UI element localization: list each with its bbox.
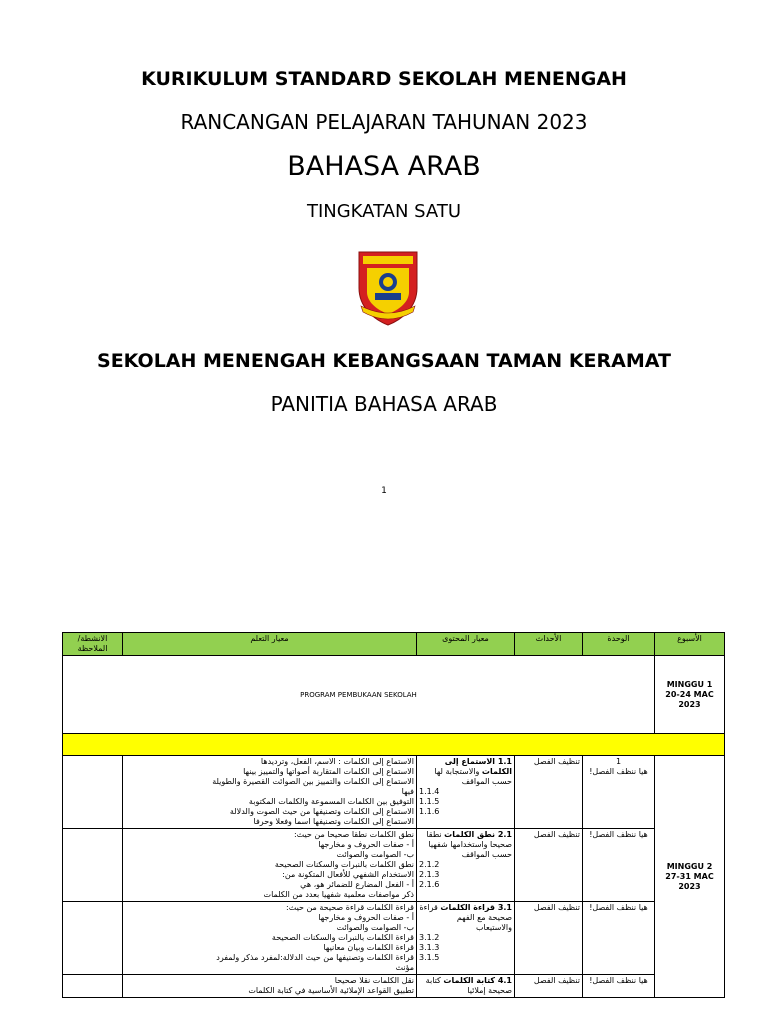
week-cell <box>655 756 725 998</box>
panel-name: PANITIA BAHASA ARAB <box>270 392 498 416</box>
unit-number: 1 <box>615 757 622 766</box>
learning-item: أ - صفات الحروف و مخارجها <box>318 913 414 922</box>
school-name: SEKOLAH MENENGAH KEBANGSAAN TAMAN KERAMAT <box>97 350 671 372</box>
learning-cell <box>123 975 417 998</box>
notes-cell <box>63 829 123 902</box>
learning-cell <box>123 902 417 975</box>
learning-item: نقل الكلمات نقلا صحيحا <box>334 976 414 985</box>
learning-item: قراءة الكلمات قراءة صحيحة من حيث: <box>286 903 414 912</box>
code-item: 3.1.2 <box>419 933 440 942</box>
table-row <box>63 975 725 998</box>
week-dates: 20-24 MAC <box>665 689 714 699</box>
table-row <box>63 902 725 975</box>
learning-item: نطق الكلمات نطقا صحيحا من حيث: <box>293 830 414 839</box>
content-text: نطقا صحيحا واستخدامها شفهيا حسب المواقف <box>426 830 512 859</box>
code-item: 1.1.5 <box>419 797 440 806</box>
code-item: 2.1.6 <box>419 880 440 889</box>
content-title: 3.1 قراءة الكلمات <box>440 903 512 912</box>
notes-cell <box>63 975 123 998</box>
learning-item: قراءة الكلمات وبيان معانيها <box>323 943 414 952</box>
code-item: 3.1.5 <box>419 953 440 962</box>
content-cell <box>417 756 515 829</box>
learning-item: الاستخدام الشفهي للأفعال المتكونة من: <box>282 870 414 879</box>
header-event: الأحداث <box>515 633 583 656</box>
event-cell: تنظيف الفصل <box>515 756 583 829</box>
event-cell: تنظيف الفصل <box>515 829 583 902</box>
doc-title-subject: BAHASA ARAB <box>287 151 481 182</box>
learning-item: ب- الصوامت والصوائت <box>336 850 414 859</box>
learning-item: فيها <box>401 787 414 796</box>
week-label: MINGGU 2 <box>666 861 713 871</box>
content-text: كتابة صحيحة إملائيا <box>425 976 512 995</box>
learning-item: ب- الصوامت والصوائت <box>336 923 414 932</box>
header-unit: الوحدة <box>583 633 655 656</box>
week-label: MINGGU 1 <box>666 679 713 689</box>
code-item: 3.1.3 <box>419 943 440 952</box>
unit-cell <box>583 756 655 829</box>
school-crest-logo <box>355 248 421 326</box>
doc-title-form: TINGKATAN SATU <box>306 201 462 222</box>
learning-item: قراءة الكلمات وتصنيفها من حيث الدلالة:لمفرد مذكر ولمفرد <box>216 953 414 962</box>
learning-item: الاستماع إلى الكلمات وتصنيفها اسما وفعلا وحرفا <box>253 817 414 826</box>
learning-cell <box>123 756 417 829</box>
table-header-row <box>63 633 725 656</box>
highlight-bar <box>63 734 725 756</box>
program-cell: PROGRAM PEMBUKAAN SEKOLAH <box>63 656 655 734</box>
content-title: 2.1 نطق الكلمات <box>444 830 512 839</box>
learning-item: تطبيق القواعد الإملائية الأساسية في كتابة الكلمات <box>248 986 414 995</box>
week-year: 2023 <box>678 881 701 891</box>
table-row-highlight <box>63 734 725 756</box>
doc-title-plan: RANCANGAN PELAJARAN TAHUNAN 2023 <box>180 110 588 134</box>
header-learning-standard: معيار التعلم <box>123 633 417 656</box>
content-title: 1.1 الاستماع إلى الكلمات <box>444 757 512 776</box>
table-row <box>63 656 725 734</box>
table-row <box>63 829 725 902</box>
code-item: 1.1.4 <box>419 787 440 796</box>
doc-title-curriculum: KURIKULUM STANDARD SEKOLAH MENENGAH <box>141 68 627 90</box>
unit-cell: هيا ننظف الفصل! <box>583 902 655 975</box>
unit-cell: هيا ننظف الفصل! <box>583 829 655 902</box>
event-cell: تنظيف الفصل <box>515 902 583 975</box>
learning-item: الاستماع إلى الكلمات وتصنيفها من حيث الصوت والدلالة <box>229 807 414 816</box>
week-cell <box>655 656 725 734</box>
learning-item: نطق الكلمات بالنبرات والسكنات الصحيحة <box>274 860 414 869</box>
learning-item: أ - الفعل المضارع للضمائر هو، هي <box>300 880 414 889</box>
learning-item: الاستماع إلى الكلمات والتمييز بين الصوائت القصيرة والطويلة <box>212 777 414 786</box>
learning-item: ذكر مواصفات معلمية شفهيا بعدد من الكلمات <box>263 890 414 899</box>
header-notes: الانشطة/ الملاحظة <box>63 633 123 656</box>
content-title: 4.1 كتابة الكلمات <box>443 976 512 985</box>
notes-cell <box>63 902 123 975</box>
unit-title: هيا ننظف الفصل! <box>589 767 648 776</box>
learning-item: مؤنث <box>395 963 414 972</box>
content-text: والاستجابة لها حسب المواقف <box>434 767 512 786</box>
learning-item: أ - صفات الحروف و مخارجها <box>318 840 414 849</box>
week-year: 2023 <box>678 699 701 709</box>
unit-cell: هيا ننظف الفصل! <box>583 975 655 998</box>
header-content-standard: معيار المحتوى <box>417 633 515 656</box>
yearly-plan-table <box>62 632 725 998</box>
content-cell <box>417 975 515 998</box>
notes-cell <box>63 756 123 829</box>
learning-item: التوفيق بين الكلمات المسموعة والكلمات المكتوبة <box>248 797 414 806</box>
learning-cell <box>123 829 417 902</box>
content-cell <box>417 902 515 975</box>
header-week: الأسبوع <box>655 633 725 656</box>
learning-item: الاستماع إلى الكلمات : الاسم، الفعل، وترديدها <box>260 757 414 766</box>
event-cell: تنظيف الفصل <box>515 975 583 998</box>
content-text: قراءة صحيحة مع الفهم والاستيعاب <box>419 903 512 932</box>
page-number: 1 <box>381 486 387 496</box>
code-item: 2.1.3 <box>419 870 440 879</box>
week-dates: 27-31 MAC <box>665 871 714 881</box>
code-item: 2.1.2 <box>419 860 440 869</box>
table-row <box>63 756 725 829</box>
learning-item: قراءة الكلمات بالنبرات والسكنات الصحيحة <box>271 933 414 942</box>
content-cell <box>417 829 515 902</box>
code-item: 1.1.6 <box>419 807 440 816</box>
learning-item: الاستماع إلى الكلمات المتقاربة أصواتها والتمييز بينها <box>243 767 414 776</box>
